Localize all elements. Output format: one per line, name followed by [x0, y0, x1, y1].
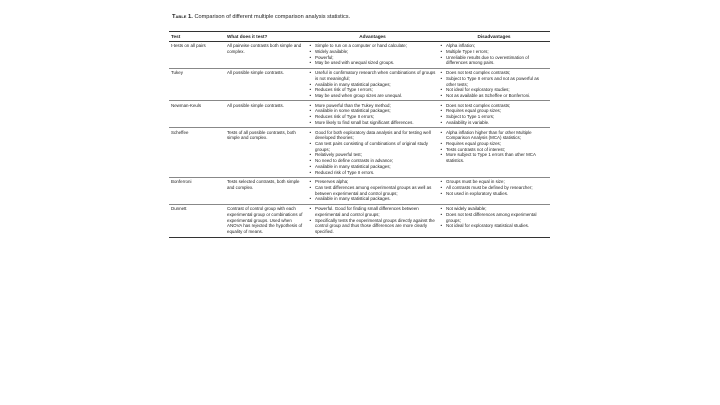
- disadvantages-list: [440, 206, 548, 229]
- cell-test: Dunnett: [169, 204, 225, 237]
- cell-test: Newman-Keuls: [169, 101, 225, 128]
- advantage-item: • Available in many statistical packages;: [309, 82, 436, 88]
- disadvantage-item: • Requires equal group sizes;: [440, 108, 548, 114]
- cell-what: Contrast of control group with each experimental group or combinations of experimental groups. Used when ANOVA has rejected the hypothesis of equality of means.: [225, 204, 307, 237]
- cell-test: Tukey: [169, 68, 225, 101]
- advantage-item: • Available in many statistical packages;: [309, 164, 436, 170]
- advantages-list: [309, 103, 436, 126]
- advantage-item: • Reduces risk of Type II errors;: [309, 114, 436, 120]
- table-row: [169, 41, 550, 68]
- advantages-list: [309, 130, 436, 176]
- disadvantage-item: • Requires equal group sizes;: [440, 141, 548, 147]
- cell-advantages: [307, 204, 438, 237]
- advantage-item: • Widely available;: [309, 49, 436, 55]
- advantage-item: • Powerful;: [309, 55, 436, 61]
- advantage-item: • Simple to run on a computer or hand calculate;: [309, 43, 436, 49]
- disadvantage-item: • Tests contrasts not of interest;: [440, 147, 548, 153]
- cell-what: Tests selected contrasts, both simple and complex.: [225, 178, 307, 205]
- cell-what: Tests of all possible contrasts, both simple and complex.: [225, 128, 307, 178]
- disadvantage-item: • Alpha inflation;: [440, 43, 548, 49]
- cell-what: All possible simple contrasts.: [225, 101, 307, 128]
- advantage-item: • Powerful. Good for finding small differences between experimental and control groups;: [309, 206, 436, 217]
- advantage-item: • Available in many statistical packages.: [309, 196, 436, 202]
- disadvantage-item: • Not used in exploratory studies.: [440, 191, 548, 197]
- header-what: What does it test?: [225, 32, 307, 42]
- advantage-item: • Available in some statistical packages;: [309, 108, 436, 114]
- advantage-item: • Useful in confirmatory research when combinations of groups is not meaningful;: [309, 70, 436, 81]
- caption-text: Comparison of different multiple comparison analysis statistics.: [194, 14, 351, 20]
- cell-disadvantages: [438, 128, 550, 178]
- disadvantage-item: • Not ideal for exploratory studies;: [440, 87, 548, 93]
- cell-disadvantages: [438, 101, 550, 128]
- disadvantages-list: [440, 103, 548, 126]
- cell-disadvantages: [438, 41, 550, 68]
- cell-advantages: [307, 128, 438, 178]
- disadvantage-item: • Not widely available;: [440, 206, 548, 212]
- disadvantage-item: • Subject to Type 1 errors;: [440, 114, 548, 120]
- header-row: [169, 32, 550, 42]
- disadvantage-item: • Availability is variable.: [440, 120, 548, 126]
- table-caption: [172, 14, 572, 21]
- cell-test: t-tests on all pairs: [169, 41, 225, 68]
- advantage-item: • Can test pairs consisting of combinations of original study groups;: [309, 141, 436, 152]
- table-row: [169, 101, 550, 128]
- header-disadvantages: Disadvantages: [438, 32, 550, 42]
- disadvantage-item: • All contrasts must be defined by researcher;: [440, 185, 548, 191]
- table-row: [169, 68, 550, 101]
- cell-what: All pairwise contrasts both simple and complex.: [225, 41, 307, 68]
- advantage-item: • Preserves alpha;: [309, 179, 436, 185]
- header-advantages: Advantages: [307, 32, 438, 42]
- table-row: [169, 204, 550, 237]
- disadvantage-item: • Multiple Type I errors;: [440, 49, 548, 55]
- comparison-table: [169, 31, 550, 238]
- advantage-item: • Specifically tests the experimental groups directly against the control group and thus those differences are more clearly specified.: [309, 218, 436, 235]
- disadvantage-item: • Subject to Type II errors and not as powerful as other tests;: [440, 76, 548, 87]
- table-row: [169, 178, 550, 205]
- disadvantages-list: [440, 43, 548, 66]
- disadvantage-item: • Does not test complex contrasts;: [440, 103, 548, 109]
- disadvantages-list: [440, 130, 548, 164]
- advantage-item: • Relatively powerful test;: [309, 152, 436, 158]
- advantage-item: • More likely to find small but significant differences.: [309, 120, 436, 126]
- advantages-list: [309, 70, 436, 99]
- disadvantage-item: • Does not test complex contrasts;: [440, 70, 548, 76]
- table-body: [169, 41, 550, 237]
- disadvantage-item: • Not ideal for exploratory statistical studies.: [440, 223, 548, 229]
- cell-advantages: [307, 101, 438, 128]
- table-header: [169, 32, 550, 42]
- disadvantage-item: • Not as available as Scheffee or Bonferroni.: [440, 93, 548, 99]
- cell-advantages: [307, 178, 438, 205]
- advantage-item: • Good for both exploratory data analysis and for testing well developed theories;: [309, 130, 436, 141]
- caption-label: Table 1.: [172, 14, 193, 20]
- advantage-item: • May be used with unequal sized groups.: [309, 60, 436, 66]
- cell-advantages: [307, 41, 438, 68]
- disadvantage-item: • Alpha inflation higher than for other Multiple Comparison Analysis (MCA) statistics;: [440, 130, 548, 141]
- cell-what: All possible simple contrasts.: [225, 68, 307, 101]
- cell-test: Bonferroni: [169, 178, 225, 205]
- cell-advantages: [307, 68, 438, 101]
- advantage-item: • Can test differences among experimental groups as well as between experimental and control groups;: [309, 185, 436, 196]
- disadvantage-item: • Unreliable results due to overestimation of differences among pairs.: [440, 55, 548, 66]
- advantage-item: • Reduced risk of Type II errors.: [309, 170, 436, 176]
- disadvantage-item: • More subject to Type 1 errors than other MCA statistics.: [440, 152, 548, 163]
- advantage-item: • More powerful than the Tukey method;: [309, 103, 436, 109]
- advantages-list: [309, 206, 436, 235]
- advantage-item: • No need to define contrasts in advance;: [309, 158, 436, 164]
- advantage-item: • May be used when group sizes are unequal.: [309, 93, 436, 99]
- disadvantages-list: [440, 179, 548, 196]
- advantages-list: [309, 179, 436, 202]
- disadvantage-item: • Does not test differences among experimental groups;: [440, 212, 548, 223]
- disadvantages-list: [440, 70, 548, 99]
- cell-disadvantages: [438, 68, 550, 101]
- disadvantage-item: • Groups must be equal in size;: [440, 179, 548, 185]
- advantages-list: [309, 43, 436, 66]
- advantage-item: • Reduces risk of Type I errors;: [309, 87, 436, 93]
- header-test: Test: [169, 32, 225, 42]
- cell-test: Scheffee: [169, 128, 225, 178]
- table-row: [169, 128, 550, 178]
- cell-disadvantages: [438, 178, 550, 205]
- cell-disadvantages: [438, 204, 550, 237]
